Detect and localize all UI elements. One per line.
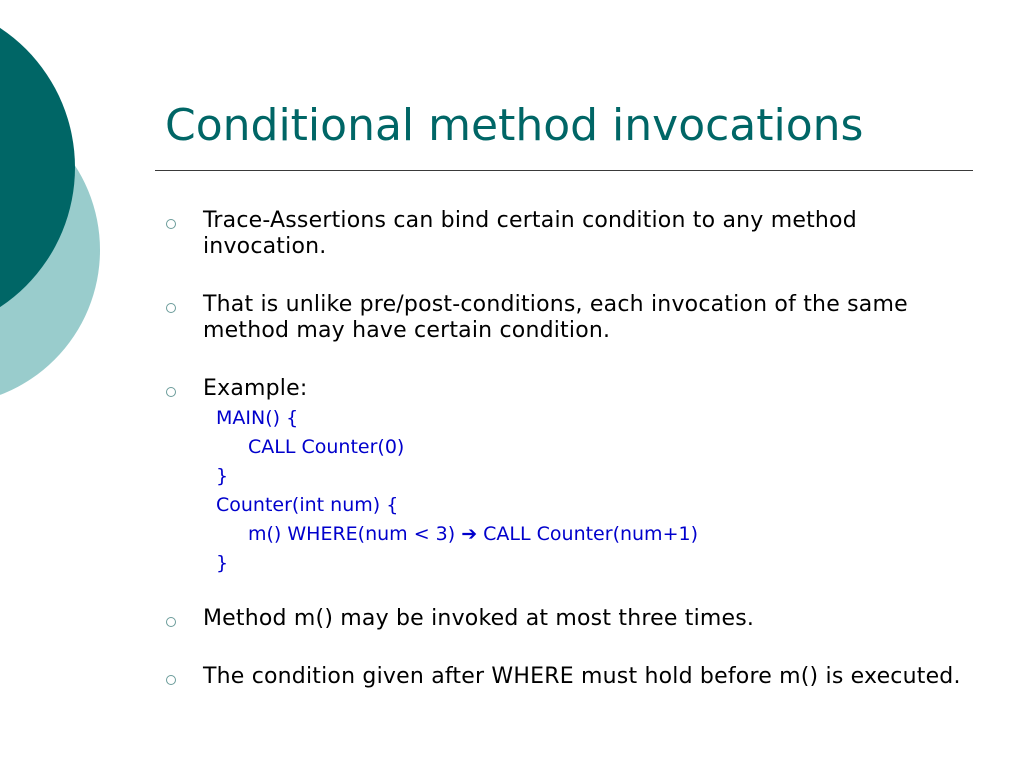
bullet-marker-icon	[166, 303, 176, 313]
bullet-text: Example:	[203, 376, 308, 401]
bullet-text: That is unlike pre/post-conditions, each invocation of the same method may have certain condition.	[203, 292, 908, 343]
slide-title: Conditional method invocations	[165, 100, 864, 151]
code-example	[216, 404, 698, 578]
bullet-marker-icon	[166, 387, 176, 397]
code-line: CALL Counter(0)	[248, 436, 405, 458]
code-line: }	[216, 465, 229, 487]
code-line: MAIN() {	[216, 407, 299, 429]
bullet-marker-icon	[166, 617, 176, 627]
code-line: Counter(int num) {	[216, 494, 399, 516]
code-line: m() WHERE(num < 3) ➔ CALL Counter(num+1)	[248, 523, 698, 545]
bullet-marker-icon	[166, 675, 176, 685]
bullet-text: The condition given after WHERE must hold before m() is executed.	[203, 664, 961, 689]
bullet-text: Method m() may be invoked at most three times.	[203, 606, 755, 631]
code-line: }	[216, 552, 229, 574]
bullet-marker-icon	[166, 219, 176, 229]
bullet-text: Trace-Assertions can bind certain condition to any method invocation.	[203, 208, 857, 259]
